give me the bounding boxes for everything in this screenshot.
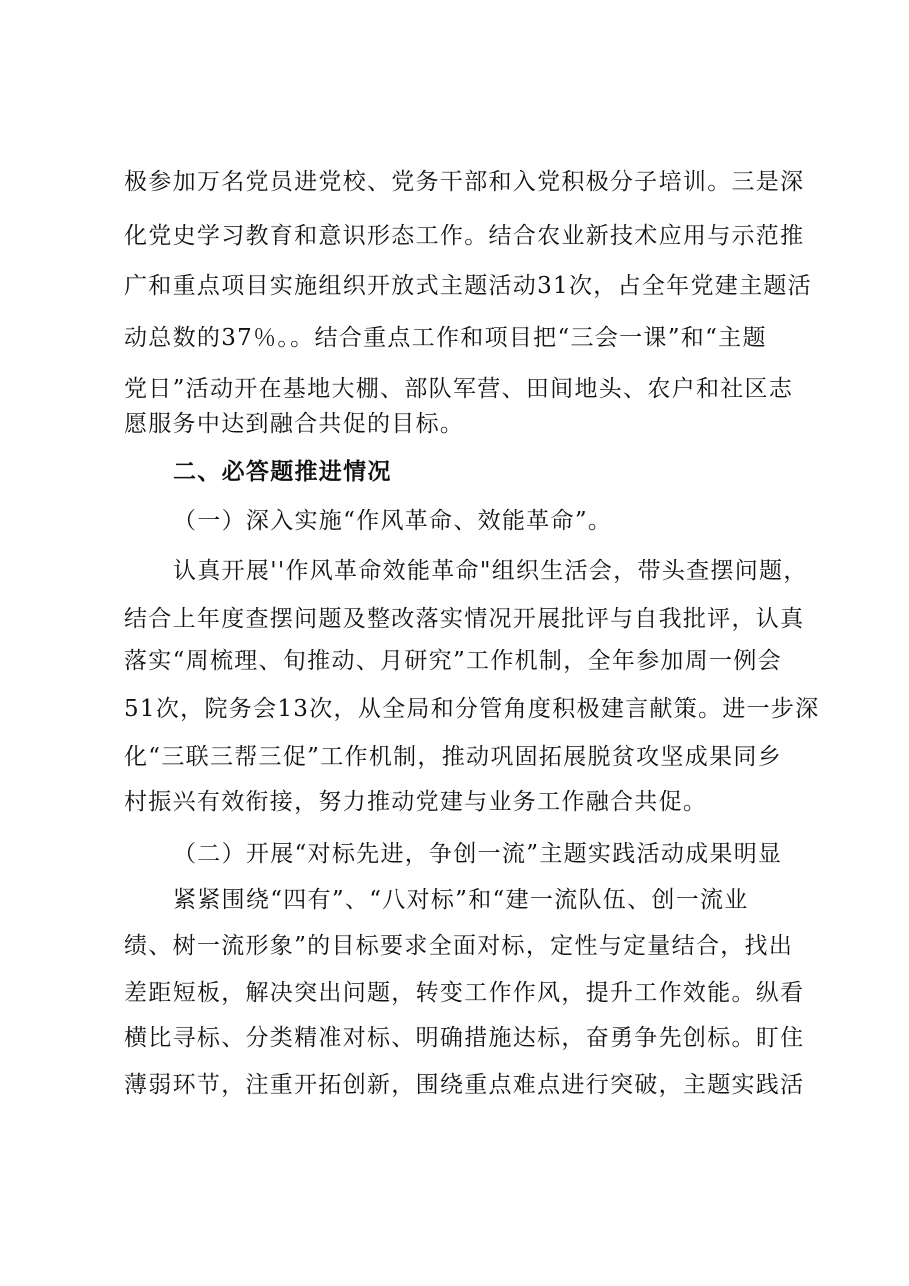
paragraph-start-line: 紧紧围绕“四有”、“八对标”和“建一流队伍、创一流业 xyxy=(173,887,749,913)
text-line: 村振兴有效衔接，努力推动党建与业务工作融合共促。 xyxy=(124,789,708,815)
paragraph-start-line: 认真开展''作风革命效能革命"组织生活会，带头查摆问题， xyxy=(173,558,808,584)
text-line: 党日”活动开在基地大棚、部队军营、田间地头、农户和社区志 xyxy=(124,376,794,402)
text-line: 51次，院务会13次，从全局和分管角度积极建言献策。进一步深 xyxy=(124,696,820,722)
text-line: 化党史学习教育和意识形态工作。结合农业新技术应用与示范推 xyxy=(124,223,805,249)
text-line: 愿服务中达到融合共促的目标。 xyxy=(124,411,465,437)
subsection-heading: （二）开展“对标先进，争创一流”主题实践活动成果明显 xyxy=(173,841,783,867)
text-line: 结合上年度查摆问题及整改落实情况开展批评与自我批评，认真 xyxy=(124,606,805,632)
text-line: 横比寻标、分类精准对标、明确措施达标，奋勇争先创标。盯住 xyxy=(124,1025,805,1051)
text-line: 薄弱环节，注重开拓创新，围绕重点难点进行突破，主题实践活 xyxy=(124,1072,805,1098)
text-line: 绩、树一流形象”的目标要求全面对标，定性与定量结合，找出 xyxy=(124,933,794,959)
text-line: 差距短板，解决突出问题，转变工作作风，提升工作效能。纵看 xyxy=(124,980,805,1006)
text-line: 广和重点项目实施组织开放式主题活动31次，占全年党建主题活 xyxy=(124,273,812,299)
text-line: 动总数的37％。。结合重点工作和项目把“三会一课”和“主题 xyxy=(124,325,767,351)
text-line: 极参加万名党员进党校、党务干部和入党积极分子培训。三是深 xyxy=(124,169,805,195)
section-heading: 二、必答题推进情况 xyxy=(173,459,392,485)
text-line: 落实“周梳理、旬推动、月研究”工作机制，全年参加周一例会 xyxy=(124,648,782,674)
text-line: 化“三联三帮三促”工作机制，推动巩固拓展脱贫攻坚成果同乡 xyxy=(124,744,782,770)
subsection-heading: （一）深入实施“作风革命、效能革命”。 xyxy=(173,508,613,534)
